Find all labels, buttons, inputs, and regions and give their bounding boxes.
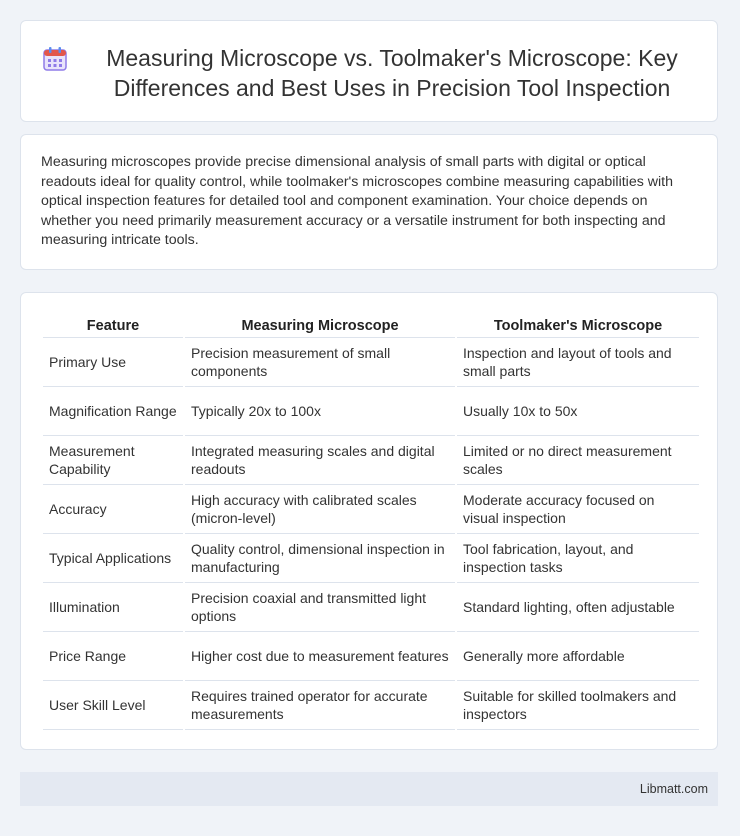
feature-cell: Illumination <box>43 583 183 632</box>
toolmaker-cell: Usually 10x to 50x <box>457 387 699 436</box>
measuring-cell: Higher cost due to measurement features <box>185 632 455 681</box>
feature-cell: Primary Use <box>43 338 183 387</box>
measuring-cell: Typically 20x to 100x <box>185 387 455 436</box>
measuring-cell: Quality control, dimensional inspection in manufacturing <box>185 534 455 583</box>
measuring-cell: Requires trained operator for accurate measurements <box>185 681 455 730</box>
feature-cell: Measurement Capability <box>43 436 183 485</box>
header-measuring: Measuring Microscope <box>185 315 455 338</box>
header-feature: Feature <box>43 315 183 338</box>
intro-text: Measuring microscopes provide precise dimensional analysis of small parts with digital or optical readouts ideal for quality control, while toolmaker's microscopes combine measuring capabilities with optical inspection features for detailed tool and component examination. Your choice depends on whether you need primarily measurement accuracy or a versatile instrument for both inspecting and measuring intricate tools. <box>41 154 673 248</box>
feature-cell: Accuracy <box>43 485 183 534</box>
table-row <box>43 583 699 632</box>
measuring-cell: Precision measurement of small components <box>185 338 455 387</box>
footer-brand[interactable]: Libmatt.com <box>639 782 708 796</box>
toolmaker-cell: Limited or no direct measurement scales <box>457 436 699 485</box>
table-row <box>43 632 699 681</box>
feature-cell: User Skill Level <box>43 681 183 730</box>
page-title: Measuring Microscope vs. Toolmaker's Microscope: Key Differences and Best Uses in Precision Tool Inspection <box>106 45 678 101</box>
toolmaker-cell: Moderate accuracy focused on visual inspection <box>457 485 699 534</box>
comparison-table <box>41 315 701 730</box>
table-row <box>43 436 699 485</box>
table-row <box>43 534 699 583</box>
measuring-cell: Integrated measuring scales and digital readouts <box>185 436 455 485</box>
toolmaker-cell: Inspection and layout of tools and small parts <box>457 338 699 387</box>
header-toolmaker: Toolmaker's Microscope <box>457 315 699 338</box>
table-row <box>43 485 699 534</box>
table-header-row <box>43 315 699 338</box>
intro-card <box>20 134 718 270</box>
footer <box>20 772 718 806</box>
feature-cell: Typical Applications <box>43 534 183 583</box>
table-row <box>43 338 699 387</box>
toolmaker-cell: Standard lighting, often adjustable <box>457 583 699 632</box>
feature-cell: Magnification Range <box>43 387 183 436</box>
toolmaker-cell: Suitable for skilled toolmakers and inspectors <box>457 681 699 730</box>
feature-cell: Price Range <box>43 632 183 681</box>
toolmaker-cell: Tool fabrication, layout, and inspection tasks <box>457 534 699 583</box>
calendar-icon <box>41 45 69 73</box>
title-card <box>20 20 718 122</box>
table-row <box>43 681 699 730</box>
measuring-cell: High accuracy with calibrated scales (micron-level) <box>185 485 455 534</box>
toolmaker-cell: Generally more affordable <box>457 632 699 681</box>
measuring-cell: Precision coaxial and transmitted light options <box>185 583 455 632</box>
comparison-card <box>20 292 718 750</box>
table-row <box>43 387 699 436</box>
